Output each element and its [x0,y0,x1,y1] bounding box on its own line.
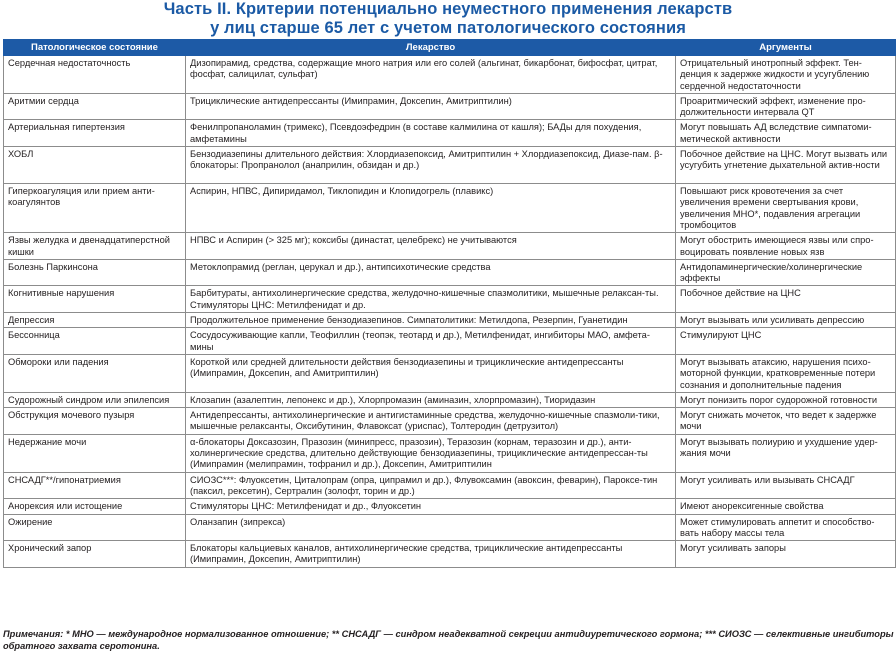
table-row [4,328,896,355]
cell-drug: Блокаторы кальциевых каналов, антихолинергические средства, трициклические антидепрессанты (Имипрамин, Доксепин, Амитриптилин) [186,541,676,568]
cell-drug: Сосудосуживающие капли, Теофиллин (теопэк, теотард и др.), Метилфенидат, ингибиторы МАО, амфета-мины [186,328,676,355]
table-row [4,392,896,407]
cell-argument: Могут усиливать запоры [676,541,896,568]
cell-drug: Трициклические антидепрессанты (Имипрамин, Доксепин, Амитриптилин) [186,93,676,120]
cell-drug: Продолжительное применение бензодиазепинов. Симпатолитики: Метилдопа, Резерпин, Гуанетидин [186,313,676,328]
cell-condition: Язвы желудка и двенадцатиперстной кишки [4,233,186,260]
cell-argument: Стимулируют ЦНС [676,328,896,355]
cell-condition: ХОБЛ [4,147,186,184]
cell-drug: Короткой или средней длительности действия бензодиазепины и трициклические антидепрессанты (Имипрамин, Доксепин, and Амитриптилин) [186,354,676,392]
criteria-table [3,39,896,568]
table-header-row [4,40,896,56]
cell-condition: Анорексия или истощение [4,499,186,514]
cell-argument: Могут обострить имеющиеся язвы или спро-воцировать появление новых язв [676,233,896,260]
cell-condition: Недержание мочи [4,434,186,472]
table-row [4,184,896,233]
cell-argument: Могут вызывать атаксию, нарушения психо-моторной функции, кратковременные потери сознания и дополнительные падения [676,354,896,392]
cell-condition: Гиперкоагуляция или прием анти-коагулянтов [4,184,186,233]
cell-drug: НПВС и Аспирин (> 325 мг); коксибы (династат, целебрекс) не учитываются [186,233,676,260]
cell-argument: Антидопаминергические/холинергические эффекты [676,259,896,286]
cell-condition: Аритмии сердца [4,93,186,120]
cell-condition: Обмороки или падения [4,354,186,392]
table-row [4,499,896,514]
table-body [4,56,896,568]
cell-condition: Обструкция мочевого пузыря [4,408,186,435]
cell-drug: Бензодиазепины длительного действия: Хлордиазепоксид, Амитриптилин + Хлордиазепоксид, Диазе-пам. β-блокаторы: Пропранолол (анаприлин, обзидан и др.) [186,147,676,184]
cell-argument: Имеют анорексигенные свойства [676,499,896,514]
table-row [4,408,896,435]
header-argument: Аргументы [676,40,896,56]
table-row [4,354,896,392]
table-row [4,233,896,260]
cell-drug: Фенилпропаноламин (тримекс), Псевдоэфедрин (в составе калмилина от кашля); БАДы для похудения, амфетамины [186,120,676,147]
cell-drug: Метоклопрамид (реглан, церукал и др.), антипсихотические средства [186,259,676,286]
cell-argument: Могут вызывать или усиливать депрессию [676,313,896,328]
cell-condition: Болезнь Паркинсона [4,259,186,286]
cell-condition: Ожирение [4,514,186,541]
header-condition: Патологическое состояние [4,40,186,56]
table-row [4,541,896,568]
cell-argument: Побочное действие на ЦНС. Могут вызвать или усугубить угнетение дыхательной актив-ности [676,147,896,184]
table-row [4,313,896,328]
cell-argument: Может стимулировать аппетит и способство-вать набору массы тела [676,514,896,541]
cell-condition: Бессонница [4,328,186,355]
table-row [4,514,896,541]
cell-argument: Повышают риск кровотечения за счет увеличения времени свертывания крови, увеличения МНО*, подавления агрегации тромбоцитов [676,184,896,233]
footnotes: Примечания: * МНО — международное нормализованное отношение; ** СНСАДГ — синдром неадекватной секреции антидиуретического гормона; *** СИОЗС — селективные ингибиторы обратного захвата серотонина. [3,629,894,651]
table-row [4,259,896,286]
cell-argument: Могут снижать мочеток, что ведет к задержке мочи [676,408,896,435]
table-row [4,434,896,472]
cell-drug: СИОЗС***: Флуоксетин, Циталопрам (опра, ципрамил и др.), Флувоксамин (авоксин, феварин), Пароксе-тин (паксил, рексетин), Сертралин (золофт, торин и др.) [186,472,676,499]
header-drug: Лекарство [186,40,676,56]
cell-argument: Могут понизить порог судорожной готовности [676,392,896,407]
cell-condition: Артериальная гипертензия [4,120,186,147]
cell-drug: Дизопирамид, средства, содержащие много натрия или его солей (альгинат, бикарбонат, бифосфат, цитрат, фосфат, салицилат, сульфат) [186,56,676,94]
cell-drug: Клозапин (азалептин, лепонекс и др.), Хлорпромазин (аминазин, хлорпромазин), Тиоридазин [186,392,676,407]
cell-drug: Аспирин, НПВС, Дипиридамол, Тиклопидин и Клопидогрель (плавикс) [186,184,676,233]
table-row [4,147,896,184]
cell-drug: Антидепрессанты, антихолинергические и антигистаминные средства, желудочно-кишечные спазмоли-тики, мышечные релаксанты, Оксибутинин, Флавоксат (уриспас), Толтеродин (детрузитол) [186,408,676,435]
table-row [4,286,896,313]
table-row [4,56,896,94]
cell-argument: Могут вызывать полиурию и ухудшение удер-жания мочи [676,434,896,472]
cell-condition: СНСАДГ**/гипонатриемия [4,472,186,499]
cell-drug: Барбитураты, антихолинергические средства, желудочно-кишечные спазмолитики, мышечные релаксан-ты. Стимуляторы ЦНС: Метилфенидат и др. [186,286,676,313]
table-row [4,120,896,147]
table-row [4,93,896,120]
cell-condition: Сердечная недостаточность [4,56,186,94]
cell-condition: Когнитивные нарушения [4,286,186,313]
cell-argument: Могут усиливать или вызывать СНСАДГ [676,472,896,499]
title-line-1: Часть II. Критерии потенциально неуместного применения лекарств [163,0,733,18]
cell-argument: Проаритмический эффект, изменение про-должительности интервала QT [676,93,896,120]
cell-argument: Отрицательный инотропный эффект. Тен-денция к задержке жидкости и усугублению сердечной недостаточности [676,56,896,94]
cell-condition: Хронический запор [4,541,186,568]
cell-drug: α-блокаторы Доксазозин, Празозин (минипресс, празозин), Теразозин (корнам, теразозин и др.), анти-холинергические средства, длительно действующие бензодиазепины, трициклические антидепрессан-ты (Имипрамин (мелипрамин, тофранил и др.), Доксепин, Амитриптилин [186,434,676,472]
cell-condition: Депрессия [4,313,186,328]
cell-argument: Побочное действие на ЦНС [676,286,896,313]
table-row [4,472,896,499]
cell-condition: Судорожный синдром или эпилепсия [4,392,186,407]
cell-drug: Оланзапин (зипрекса) [186,514,676,541]
cell-drug: Стимуляторы ЦНС: Метилфенидат и др., Флуоксетин [186,499,676,514]
cell-argument: Могут повышать АД вследствие симпатоми-метической активности [676,120,896,147]
title-line-2: у лиц старше 65 лет с учетом патологического состояния [210,19,686,37]
page-title [0,0,896,38]
